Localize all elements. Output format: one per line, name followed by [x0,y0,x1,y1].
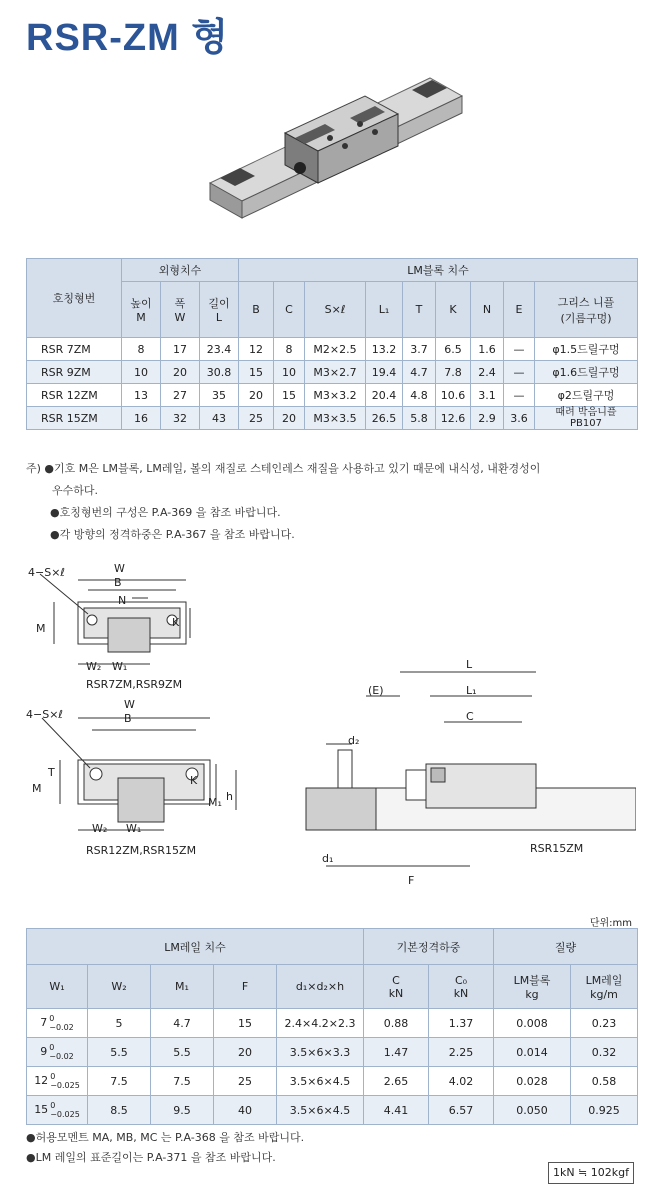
label-sxl-large: 4−S×ℓ [26,708,63,721]
label-b-small: B [114,576,122,589]
col-group-mass: 질량 [494,929,638,965]
caption-large: RSR12ZM,RSR15ZM [86,844,197,857]
footer-notes: ●허용모멘트 MA, MB, MC 는 P.A-368 을 참조 바랍니다. ●LM 레일의 표준길이는 P.A-371 을 참조 바랍니다. [26,1131,305,1164]
col-e: E [504,282,535,338]
col-l: 길이 L [200,282,239,338]
table-row: RSR 7ZM 8 17 23.4 12 8 M2×2.5 13.2 3.7 6.5 1.6 — φ1.5드릴구멍 [27,338,638,361]
label-k-large: K [190,774,198,787]
table-row: 15 0 −0.025 8.5 9.5 40 3.5×6×4.5 4.41 6.57 0.050 0.925 [27,1096,638,1125]
col-m: 높이 M [122,282,161,338]
col-dxh: d₁×d₂×h [277,965,364,1009]
label-w-small: W [114,562,125,575]
page-title: RSR-ZM 형 [26,17,230,59]
label-h: h [226,790,233,803]
col-l1: L₁ [366,282,403,338]
table-row: RSR 15ZM 16 32 43 25 20 M3×3.5 26.5 5.8 12.6 2.9 3.6 때려 박음니플 PB107 [27,407,638,430]
label-f: F [408,874,415,887]
notes: 주) ●기호 M은 LM블록, LM레일, 볼의 재질로 스테인레스 재질을 사용하고 있기 때문에 내식성, 내환경성이 우수하다. ●호칭형번의 구성은 P.A-369 을 참조 바랍니다. ●각 방향의 정격하중은 P.A-367 을 참조 바랍니다. [26,462,541,541]
col-group-load: 기본정격하중 [364,929,494,965]
col-rail-mass: LM레일 kg/m [571,965,638,1009]
col-n: N [471,282,504,338]
col-w2: W₂ [88,965,151,1009]
table-row: RSR 9ZM 10 20 30.8 15 10 M3×2.7 19.4 4.7 7.8 2.4 — φ1.6드릴구멍 [27,361,638,384]
label-d1: d₁ [322,852,334,865]
label-m-small: M [36,622,46,635]
label-b-large: B [124,712,132,725]
label-c: C [466,710,474,723]
spec-table [26,258,638,430]
label-w-large: W [124,698,135,711]
product-image [200,58,470,228]
unit-label: 단위:mm [589,918,632,929]
label-t-large: T [48,766,55,779]
col-grease: 그리스 니플 (기름구멍) [535,282,638,338]
col-c-load: C kN [364,965,429,1009]
col-group-rail: LM레일 치수 [27,929,364,965]
diagram-side-view [226,660,636,890]
label-w2-small: W₂ [86,660,102,673]
col-model: 호칭형번 [27,259,122,338]
label-d2: d₂ [348,734,360,747]
label-e: (E) [368,684,384,697]
label-k-small: K [172,616,180,629]
label-w2-large: W₂ [92,822,108,835]
caption-side: RSR15ZM [530,842,584,855]
label-l1: L₁ [466,684,477,697]
label-w1-large: W₁ [126,822,142,835]
col-group-block: LM블록 치수 [239,259,638,282]
col-sxl: S×ℓ [305,282,366,338]
label-w1-small: W₁ [112,660,128,673]
col-w: 폭 W [161,282,200,338]
label-sxl-small: 4−S×ℓ [28,566,65,579]
label-m-large: M [32,782,42,795]
table-row: 7 0 −0.02 5 4.7 15 2.4×4.2×2.3 0.88 1.37 0.008 0.23 [27,1009,638,1038]
col-f: F [214,965,277,1009]
col-k: K [436,282,471,338]
col-group-outer: 외형치수 [122,259,239,282]
col-b: B [239,282,274,338]
label-l: L [466,658,473,671]
col-w1: W₁ [27,965,88,1009]
conversion-box: 1kN ≒ 102kgf [548,1162,634,1184]
caption-small: RSR7ZM,RSR9ZM [86,678,183,691]
col-c: C [274,282,305,338]
label-n-small: N [118,594,127,607]
table-row: 9 0 −0.02 5.5 5.5 20 3.5×6×3.3 1.47 2.25 0.014 0.32 [27,1038,638,1067]
col-t: T [403,282,436,338]
col-block-mass: LM블록 kg [494,965,571,1009]
rail-table [26,928,638,1125]
label-m1: M₁ [208,796,222,809]
table-row: 12 0 −0.025 7.5 7.5 25 3.5×6×4.5 2.65 4.02 0.028 0.58 [27,1067,638,1096]
table-row: RSR 12ZM 13 27 35 20 15 M3×3.2 20.4 4.8 10.6 3.1 — φ2드릴구멍 [27,384,638,407]
col-m1: M₁ [151,965,214,1009]
col-c0-load: C₀ kN [429,965,494,1009]
